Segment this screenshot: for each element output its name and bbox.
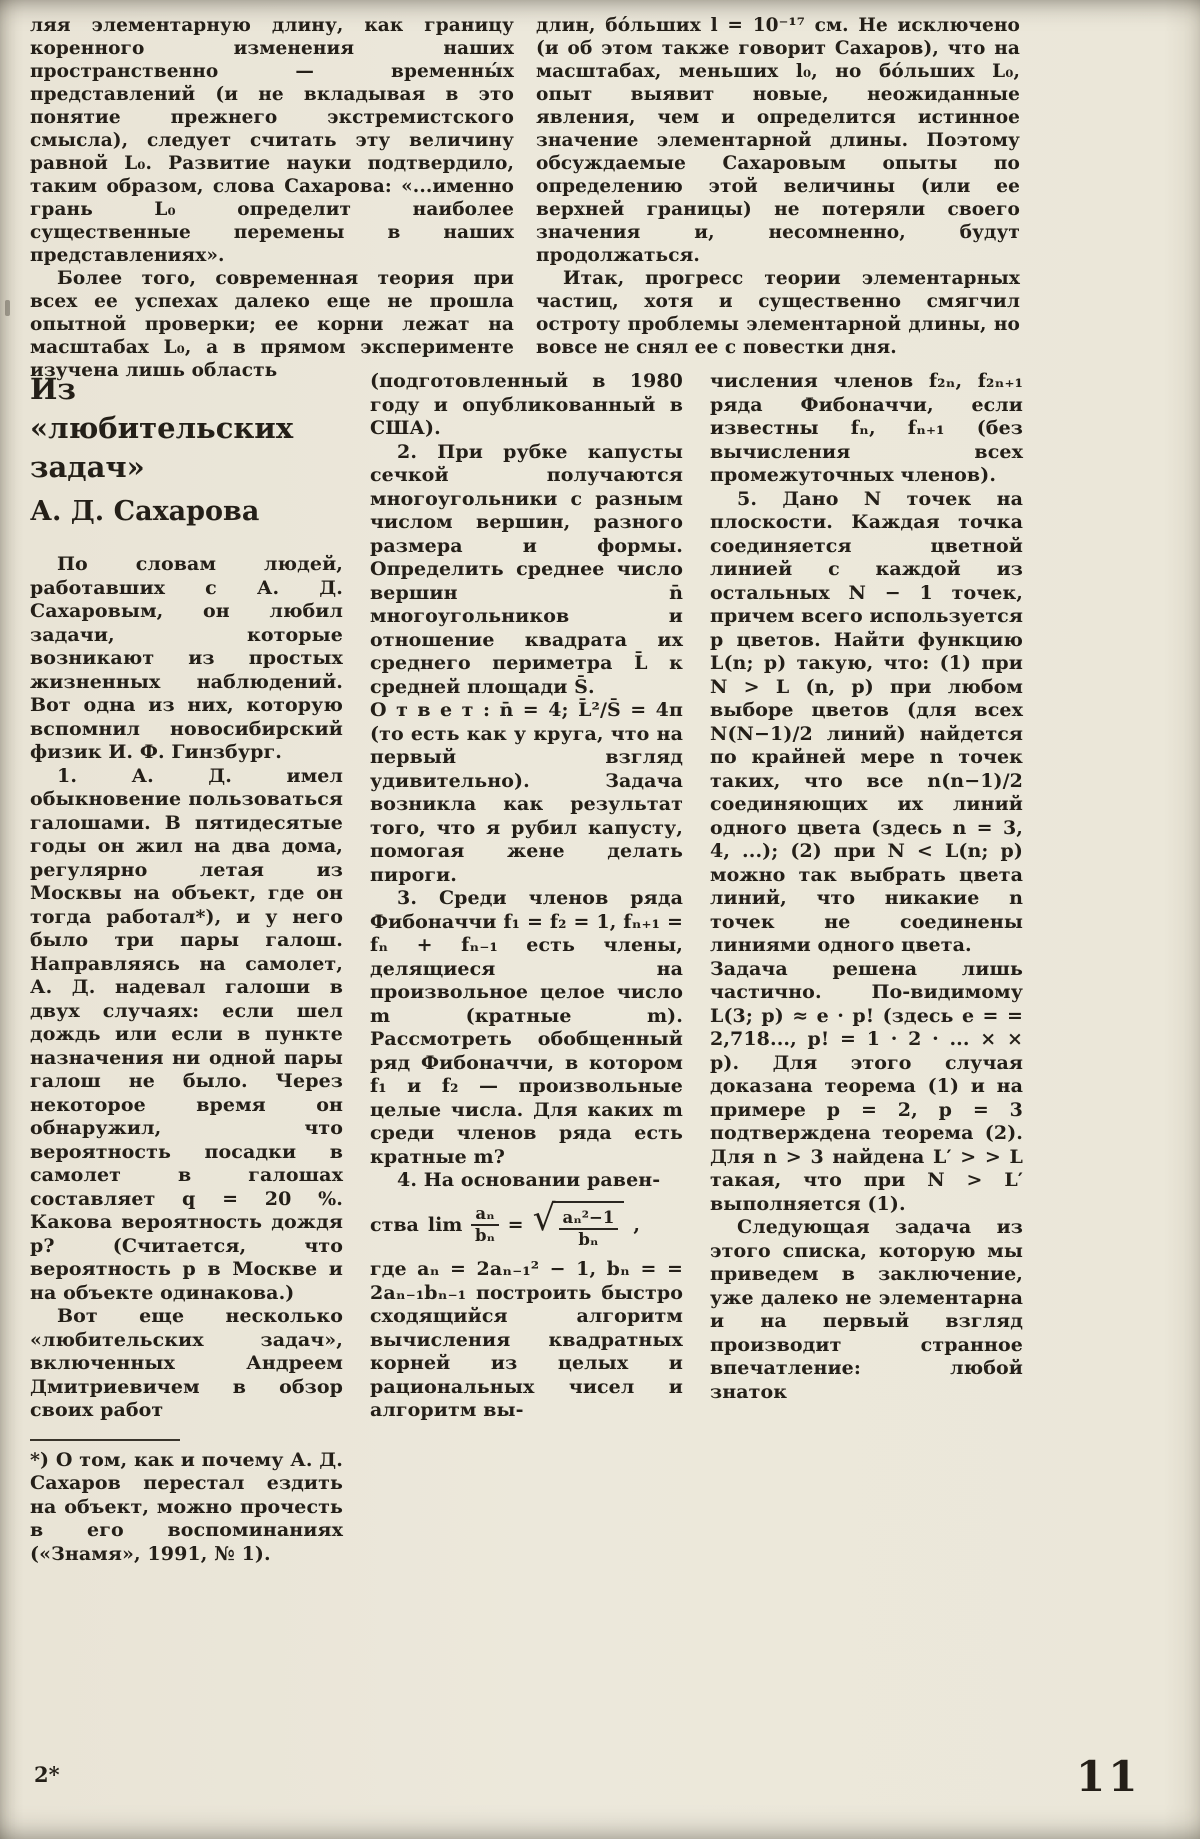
- col1-paragraph-intro: По словам людей, работавших с А. Д. Сахаровым, он любил задачи, которые возникают из простых жизненных наблюдений. Вот одна из них, которую вспомнил новосибирский физик И. Ф. Гинзбург.: [30, 553, 343, 763]
- col2-paragraph-problem-4-rest: где aₙ = 2aₙ₋₁² − 1, bₙ = = 2aₙ₋₁bₙ₋₁ построить быстро сходящийся алгоритм вычисления квадратных корней из целых и рациональных чисел и алгоритм вы-: [370, 1258, 683, 1422]
- equals-sign: =: [507, 1214, 524, 1237]
- article-column-1: [30, 370, 343, 1566]
- col2-paragraph-answer: О т в е т : n̄ = 4; L̄²/S̄ = 4π (то есть как у круга, что на первый взгляд удивительно). Задача возникла как результат того, что я рубил капусту, помогая жене делать пироги.: [370, 699, 683, 886]
- limit-square-root-formula: [370, 1197, 683, 1251]
- col2-paragraph-problem-2: 2. При рубке капусты сечкой получаются многоугольники с разным числом вершин, разного размера и формы. Определить среднее число вершин n̄ многоугольников и отношение квадрата их среднего периметра L̄ к средней площади S̄.: [370, 440, 683, 698]
- footnote-text: *) О том, как и почему А. Д. Сахаров перестал ездить на объект, можно прочесть в его воспоминаниях («Знамя», 1991, № 1).: [30, 1448, 343, 1565]
- col2-paragraph-problem-4-start: 4. На основании равен-: [397, 1169, 661, 1191]
- formula-lead-text: ства: [370, 1214, 419, 1237]
- footnote-rule: [30, 1439, 180, 1441]
- article-title-line-1: Из «любительских: [30, 372, 294, 445]
- scan-artifact-mark: [5, 300, 10, 316]
- radical-sign: √: [532, 1197, 556, 1239]
- article-column-2: [370, 370, 683, 1566]
- formula-trailing-comma: ,: [633, 1214, 640, 1237]
- article-column-3: [710, 370, 1023, 1566]
- col3-paragraph-closing: Следующая задача из этого списка, которую мы приведем в заключение, уже далеко не элементарна и на первый взгляд производит странное впечатление: любой знаток: [710, 1216, 1023, 1403]
- col1-paragraph-problem-1: 1. А. Д. имел обыкновение пользоваться галошами. В пятидесятые годы он жил на два дома, регулярно летая из Москвы на объект, где он тогда работал*), и у него было три пары галош. Направляясь на самолет, А. Д. надевал галоши в двух случаях: если шел дождь или если в пункте назначения ни одной пары галош не было. Через некоторое время он обнаружил, что вероятность посадки в самолет в галошах составляет q = 20 %. Какова вероятность дождя p? (Считается, что вероятность p в Москве и на объекте одинакова.): [30, 764, 343, 1304]
- article-title-line-2: задач»: [30, 450, 145, 484]
- col1-paragraph-more-problems: Вот еще несколько «любительских задач», включенных Андреем Дмитриевичем в обзор своих работ: [30, 1305, 343, 1421]
- article-title: [30, 370, 343, 487]
- intro-left-paragraph-1: ляя элементарную длину, как границу коренного изменения наших пространственно — временны́х представлений (и не вкладывая в это понятие прежнего экстремистского смысла), следует считать эту величину равной L₀. Развитие науки подтвердило, таким образом, слова Сахарова: «...именно грань L₀ определит наиболее существенные перемены в наших представлениях».: [30, 15, 514, 266]
- fraction-an-over-bn: [471, 1205, 498, 1247]
- page-number: 11: [1076, 1752, 1141, 1801]
- col2-paragraph-continuation: (подготовленный в 1980 году и опубликованный в США).: [370, 370, 683, 439]
- fraction-numerator: aₙ²−1: [559, 1209, 619, 1231]
- fraction-denominator: bₙ: [578, 1230, 599, 1250]
- col3-paragraph-solution-status: Задача решена лишь частично. По-видимому L(3; p) ≈ e · p! (здесь e = = 2,718..., p! = 1 · 2 · ... × × p). Для этого случая доказана теорема (1) и на примере p = 2, p = 3 подтверждена теорема (2). Для n > 3 найдена L′ > > L такая, что при N > L′ выполняется (1).: [710, 957, 1023, 1215]
- fraction-denominator: bₙ: [474, 1226, 496, 1246]
- signature-mark: 2*: [34, 1762, 60, 1787]
- intro-section: [30, 14, 1020, 382]
- fraction-numerator: aₙ: [471, 1205, 498, 1227]
- radicand: [553, 1201, 625, 1251]
- article-section: [30, 370, 1024, 1566]
- intro-left-column: [30, 14, 514, 382]
- col3-paragraph-problem-5: 5. Дано N точек на плоскости. Каждая точка соединяется цветной линией с каждой из остальных N − 1 точек, причем всего используется p цветов. Найти функцию L(n; p) такую, что: (1) при N > L (n, p) при любом выборе цветов (для всех N(N−1)/2 линий) найдется по крайней мере n точек таких, что все n(n−1)/2 соединяющих их линий одного цвета (здесь n = 3, 4, ...); (2) при N < L(n; p) можно так выбрать цвета линий, что никакие n точек не соединены линиями одного цвета.: [710, 487, 1023, 956]
- col2-paragraph-problem-3: 3. Среди членов ряда Фибоначчи f₁ = f₂ = 1, fₙ₊₁ = fₙ + fₙ₋₁ есть члены, делящиеся на произвольное целое число m (кратные m). Рассмотреть обобщенный ряд Фибоначчи, в котором f₁ и f₂ — произвольные целые числа. Для каких m среди членов ряда есть кратные m?: [370, 887, 683, 1168]
- fraction-under-root: [559, 1209, 619, 1251]
- intro-left-paragraph-2: Более того, современная теория при всех ее успехах далеко еще не прошла опытной проверки; ее корни лежат на масштабах L₀, а в прямом эксперименте изучена лишь область: [30, 268, 514, 381]
- intro-right-paragraph-1: длин, бо́льших l = 10⁻¹⁷ см. Не исключено (и об этом также говорит Сахаров), что на масштабах, меньших l₀, но бо́льших L₀, опыт выявит новые, неожиданные явления, чем и определится истинное значение элементарной длины. Поэтому обсуждаемые Сахаровым опыты по определению этой величины (или ее верхней границы) не потеряли своего значения и, несомненно, будут продолжаться.: [536, 15, 1020, 266]
- article-subtitle: А. Д. Сахарова: [30, 496, 260, 527]
- limit-operator: lim: [427, 1214, 463, 1237]
- intro-right-column: [536, 14, 1020, 382]
- square-root-expression: [532, 1197, 625, 1251]
- intro-right-paragraph-2: Итак, прогресс теории элементарных частиц, хотя и существенно смягчил остроту проблемы элементарной длины, но вовсе не снял ее с повестки дня.: [536, 268, 1020, 358]
- col3-paragraph-continuation: числения членов f₂ₙ, f₂ₙ₊₁ ряда Фибоначчи, если известны fₙ, fₙ₊₁ (без вычисления всех промежуточных членов).: [710, 370, 1023, 486]
